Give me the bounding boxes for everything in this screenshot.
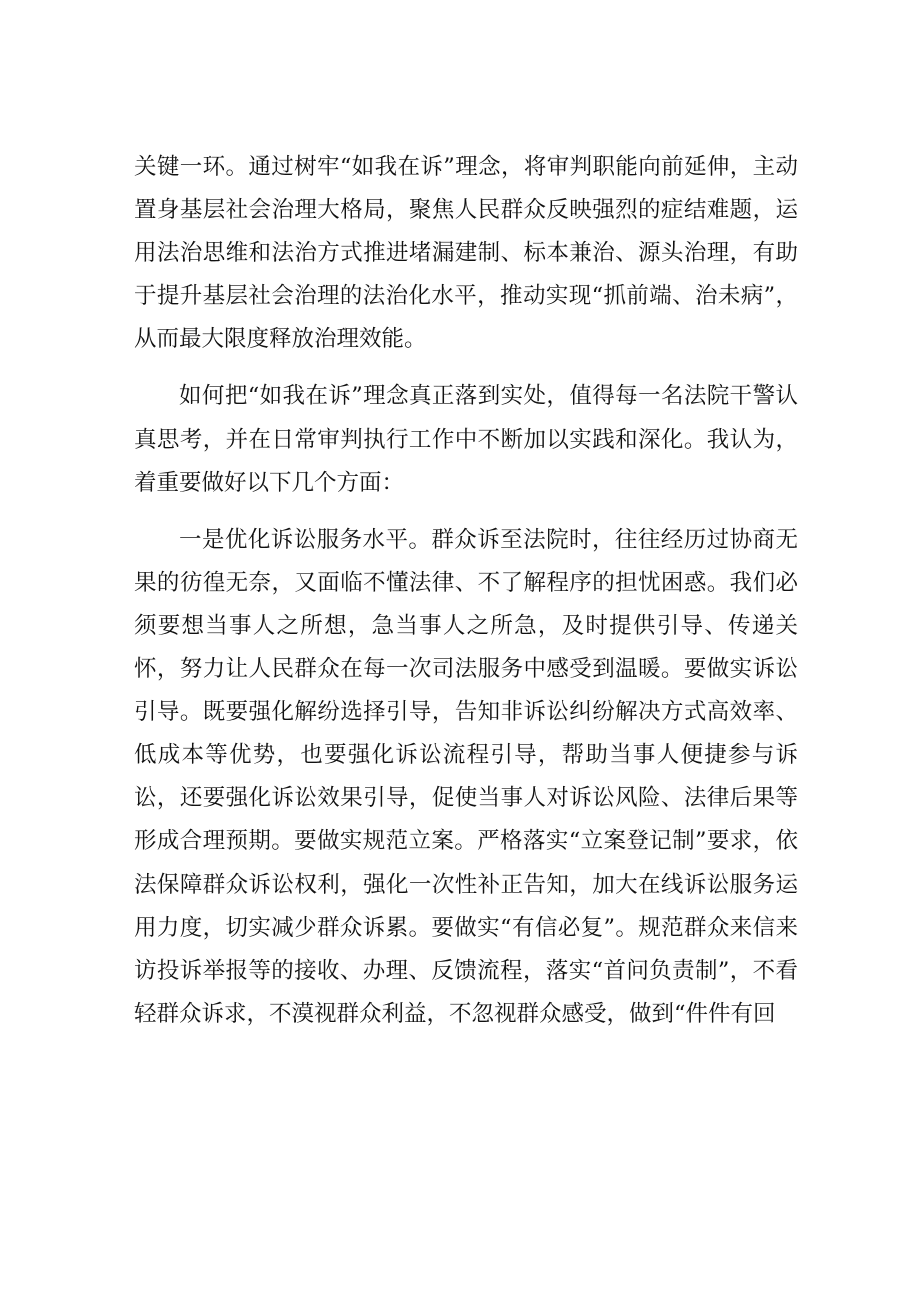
- paragraph-1: 关键一环。通过树牢“如我在诉”理念，将审判职能向前延伸，主动置身基层社会治理大格局，聚焦人民群众反映强烈的症结难题，运用法治思维和法治方式推进堵漏建制、标本兼治、源头治理，有助于提升基层社会治理的法治化水平，推动实现“抓前端、治未病”，从而最大限度释放治理效能。: [134, 154, 798, 353]
- paragraph-2: 如何把“如我在诉”理念真正落到实处，值得每一名法院干警认真思考，并在日常审判执行工作中不断加以实践和深化。我认为，着重要做好以下几个方面：: [134, 383, 798, 496]
- document-body: [134, 146, 798, 1036]
- paragraph-3: 一是优化诉讼服务水平。群众诉至法院时，往往经历过协商无果的彷徨无奈，又面临不懂法律、不了解程序的担忧困惑。我们必须要想当事人之所想，急当事人之所急，及时提供引导、传递关怀，努力让人民群众在每一次司法服务中感受到温暖。要做实诉讼引导。既要强化解纷选择引导，告知非诉讼纠纷解决方式高效率、低成本等优势，也要强化诉讼流程引导，帮助当事人便捷参与诉讼，还要强化诉讼效果引导，促使当事人对诉讼风险、法律后果等形成合理预期。要做实规范立案。严格落实“立案登记制”要求，依法保障群众诉讼权利，强化一次性补正告知，加大在线诉讼服务运用力度，切实减少群众诉累。要做实“有信必复”。规范群众来信来访投诉举报等的接收、办理、反馈流程，落实“首问负责制”，不看轻群众诉求，不漠视群众利益，不忽视群众感受，做到“件件有回: [134, 526, 798, 1027]
